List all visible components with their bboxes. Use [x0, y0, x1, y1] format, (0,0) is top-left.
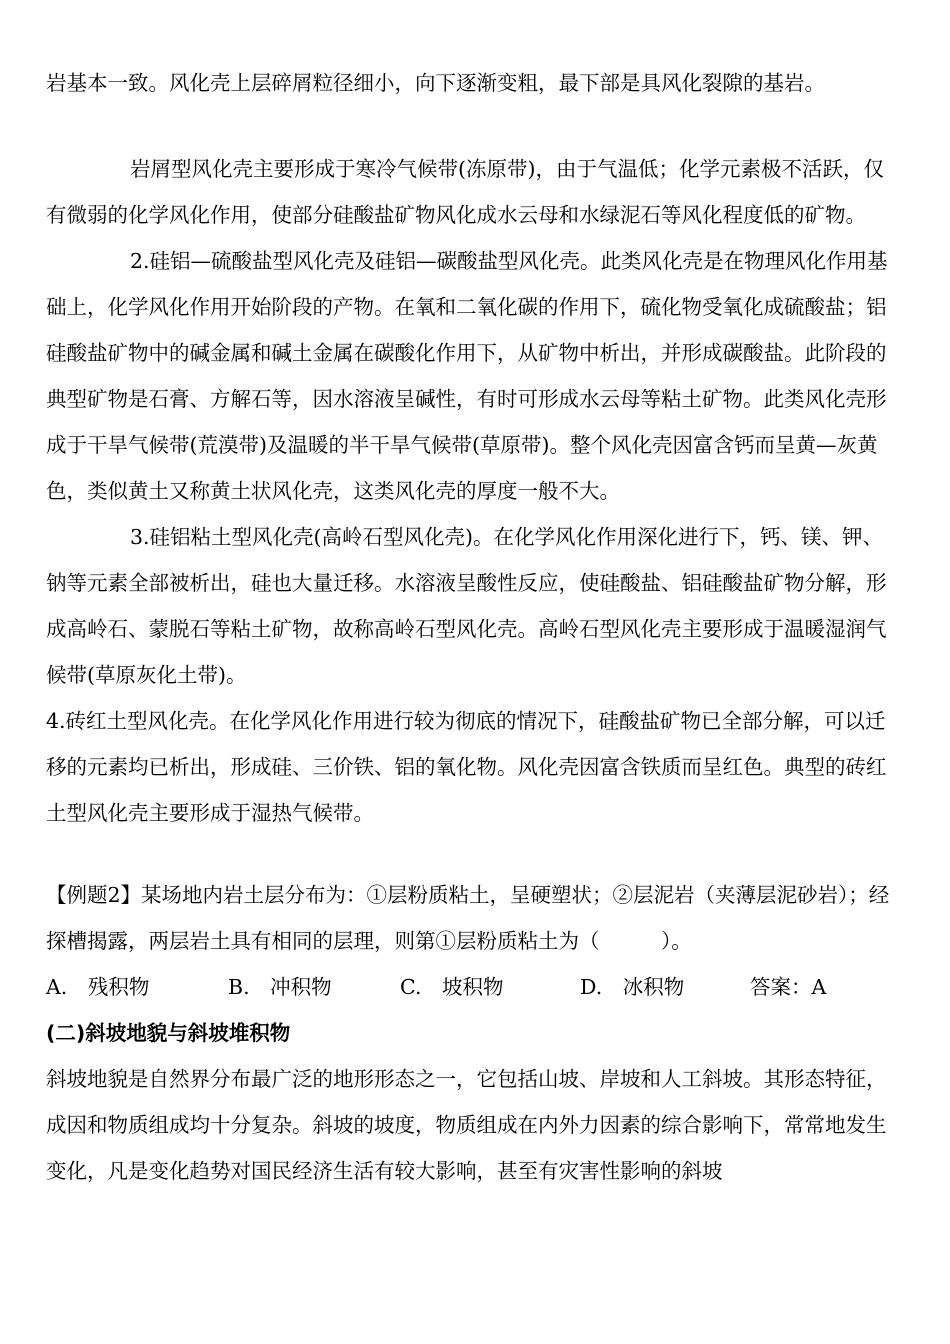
paragraph-weathering-layers: 岩基本一致。风化壳上层碎屑粒径细小，向下逐渐变粗，最下部是具风化裂隙的基岩。: [46, 71, 825, 95]
paragraph-sulfate-carbonate-crust: 2.硅铝—硫酸盐型风化壳及硅铝—碳酸盐型风化壳。此类风化壳是在物理风化作用基础上，化学风化作用开始阶段的产物。在氧和二氧化碳的作用下，硫化物受氧化成硫酸盐；铝硅酸盐矿物中的碱金属和碱土金属在碳酸化作用下，从矿物中析出，并形成碳酸盐。此阶段的典型矿物是石膏、方解石等，因水溶液呈碱性，有时可形成水云母等粘土矿物。此类风化壳形成于干旱气候带(荒漠带)及温暖的半干旱气候带(草原带)。整个风化壳因富含钙而呈黄—灰黄色，类似黄土又称黄土状风化壳，这类风化壳的厚度一般不大。: [46, 249, 888, 503]
paragraph-slope-landform: 斜坡地貌是自然界分布最广泛的地形形态之一，它包括山坡、岸坡和人工斜坡。其形态特征，成因和物质组成均十分复杂。斜坡的坡度，物质组成在内外力因素的综合影响下，常常地发生变化，凡是变化趋势对国民经济生活有较大影响，甚至有灾害性影响的斜坡: [46, 1067, 887, 1183]
answer: 答案：A: [750, 975, 827, 999]
option-a: A. 残积物: [46, 975, 150, 999]
example-question: 【例题2】某场地内岩土层分布为：①层粉质粘土，呈硬塑状；②层泥岩（夹薄层泥砂岩）；经探槽揭露，两层岩土具有相同的层理，则第①层粉质粘土为（ ）。: [46, 883, 890, 953]
document-page: [46, 60, 902, 1194]
section-heading: (二)斜坡地貌与斜坡堆积物: [46, 1021, 291, 1045]
example-options: [46, 964, 902, 1010]
paragraph-debris-crust: 岩屑型风化壳主要形成于寒冷气候带(冻原带)，由于气温低；化学元素极不活跃，仅有微弱的化学风化作用，使部分硅酸盐矿物风化成水云母和水绿泥石等风化程度低的矿物。: [46, 157, 884, 227]
option-b: B. 冲积物: [228, 975, 332, 999]
paragraph-kaolinite-crust: 3.硅铝粘土型风化壳(高岭石型风化壳)。在化学风化作用深化进行下，钙、镁、钾、钠等元素全部被析出，硅也大量迁移。水溶液呈酸性反应，使硅酸盐、铝硅酸盐矿物分解，形成高岭石、蒙脱石等粘土矿物，故称高岭石型风化壳。高岭石型风化壳主要形成于温暖湿润气候带(草原灰化土带)。: [46, 525, 887, 687]
option-d: D. 冰积物: [580, 975, 685, 999]
option-c: C. 坡积物: [400, 975, 504, 999]
paragraph-laterite-crust: 4.砖红土型风化壳。在化学风化作用进行较为彻底的情况下，硅酸盐矿物已全部分解，可以迁移的元素均已析出，形成硅、三价铁、铝的氧化物。风化壳因富含铁质而呈红色。典型的砖红土型风化壳主要形成于湿热气候带。: [46, 709, 887, 825]
